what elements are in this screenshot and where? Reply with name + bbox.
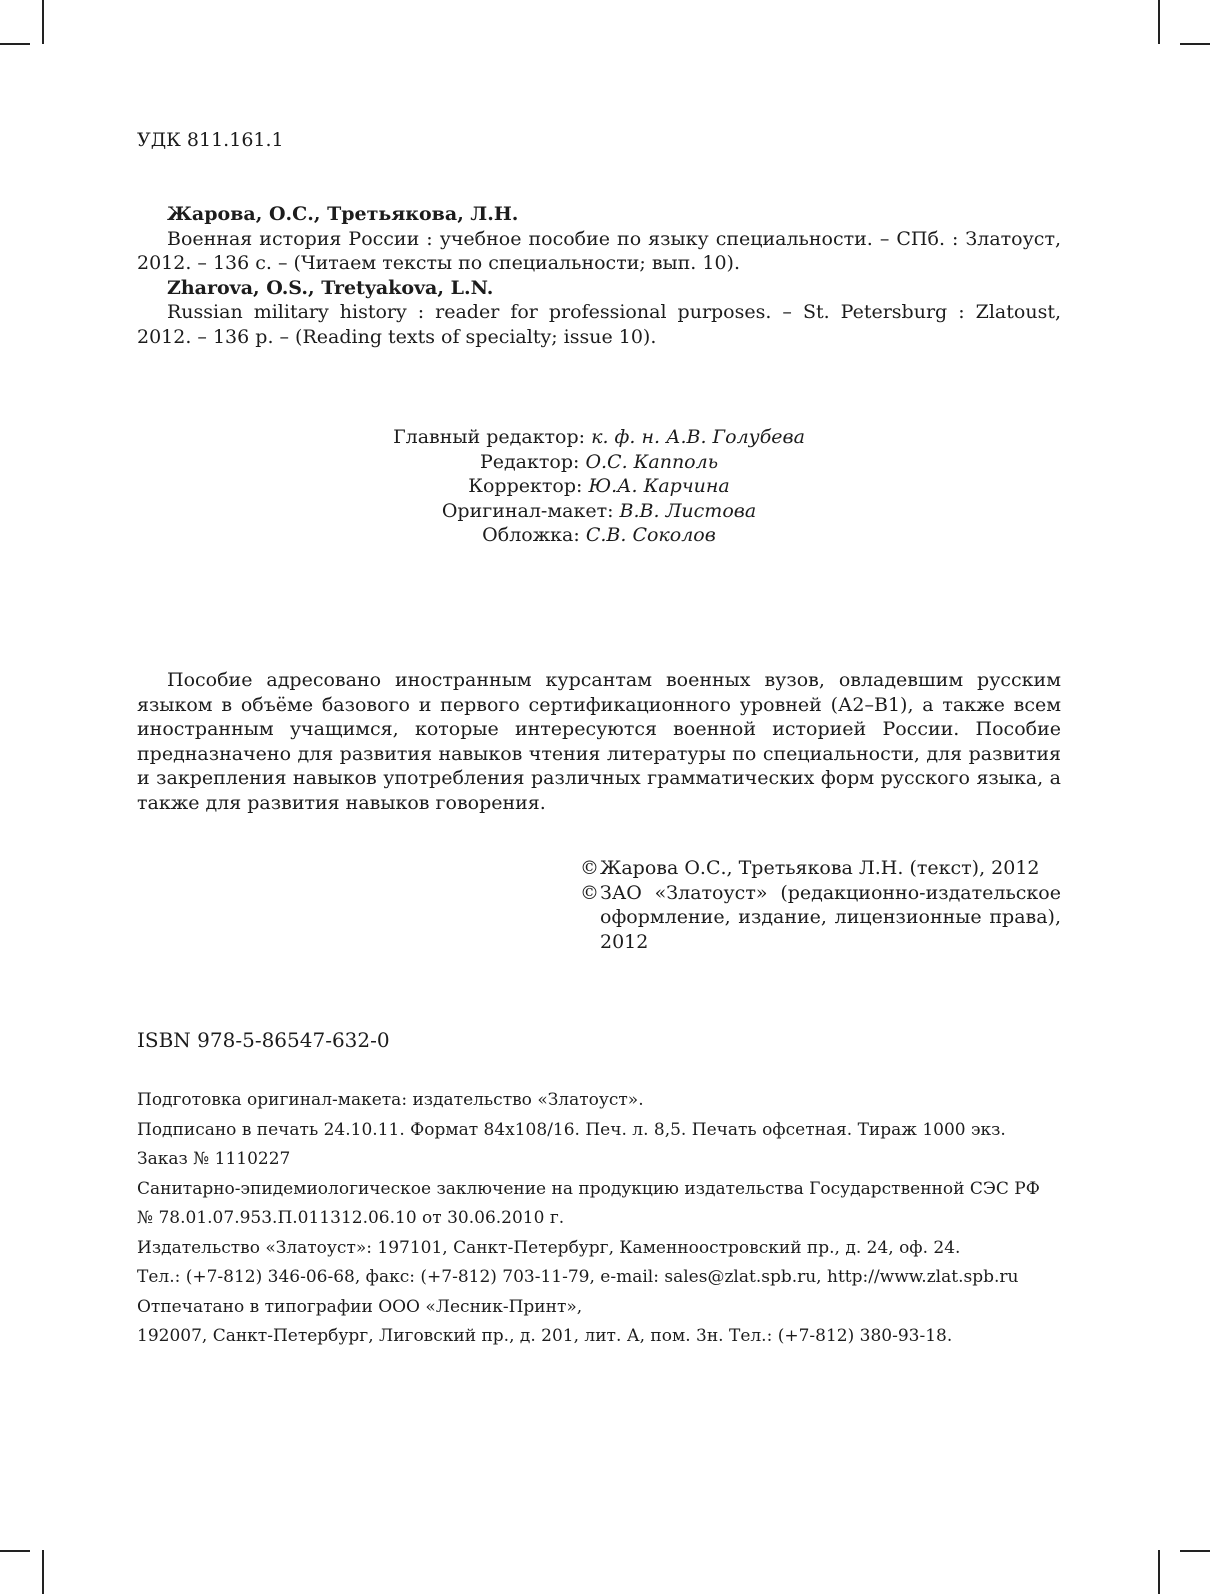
imprint-line: Тел.: (+7-812) 346-06-68, факс: (+7-812) 703-11-79, e-mail: sales@zlat.spb.ru, http://www.zlat.spb.ru	[137, 1267, 1019, 1287]
editor-line: Корректор: Ю.А. Карчина	[468, 475, 730, 497]
isbn: ISBN 978-5-86547-632-0	[137, 1028, 390, 1052]
editor-line: Оригинал-макет: В.В. Листова	[441, 499, 757, 522]
crop-mark-bottom-right-h	[1180, 1550, 1210, 1552]
annotation-paragraph: Пособие адресовано иностранным курсантам военных вузов, овладевшим русским языком в объёме базового и первого сертификационного уровней (А2–В1), а также всем иностранным учащимся, которые интересуются военной историей России. Пособие предназначено для развития навыков чтения литературы по специальности, для развития и закрепления навыков употребления различных грамматических форм русского языка, а также для развития навыков говорения.	[137, 669, 1061, 814]
imprint-line: 192007, Санкт-Петербург, Лиговский пр., д. 201, лит. А, пом. 3н. Тел.: (+7-812) 380-93-18.	[137, 1326, 953, 1346]
crop-mark-top-left-v	[42, 0, 44, 44]
imprint-line: Подписано в печать 24.10.11. Формат 84х108/16. Печ. л. 8,5. Печать офсетная. Тираж 1000 экз.	[137, 1119, 1006, 1140]
editor-line: Главный редактор: к. ф. н. А.В. Голубева	[393, 426, 805, 448]
en-authors: Zharova, O.S., Tretyakova, L.N.	[167, 276, 494, 299]
imprint-block	[137, 1086, 1061, 1352]
crop-mark-top-right-v	[1158, 0, 1160, 44]
crop-mark-bottom-right-v	[1158, 1550, 1160, 1594]
imprint-line: Подготовка оригинал-макета: издательство «Златоуст».	[137, 1090, 644, 1110]
copyright-symbol: ©	[580, 857, 599, 879]
editorial-staff	[137, 425, 1061, 548]
copyright-line: © ЗАО «Златоуст» (редакционно-издательское оформление, издание, лицензионные права), 2012	[580, 881, 1061, 953]
udk-code: УДК 811.161.1	[137, 129, 284, 151]
copyright-block	[580, 856, 1061, 954]
imprint-line: Санитарно-эпидемиологическое заключение на продукцию издательства Государственной СЭС РФ	[137, 1178, 1040, 1199]
crop-mark-bottom-left-h	[0, 1550, 30, 1552]
ru-authors: Жарова, О.С., Третьякова, Л.Н.	[167, 203, 519, 225]
imprint-line: Отпечатано в типографии ООО «Лесник-Принт»,	[137, 1296, 583, 1317]
editor-line: Обложка: С.В. Соколов	[482, 524, 716, 546]
crop-mark-top-right-h	[1180, 43, 1210, 45]
imprint-line: Издательство «Златоуст»: 197101, Санкт-Петербург, Каменноостровский пр., д. 24, оф. 24.	[137, 1237, 961, 1258]
crop-mark-bottom-left-v	[42, 1550, 44, 1594]
bibliographic-record	[137, 202, 1061, 349]
ru-description: Военная история России : учебное пособие по языку специальности. – СПб. : Златоуст, 2012. – 136 с. – (Читаем тексты по специальности; вып. 10).	[137, 227, 1061, 274]
imprint-line: Заказ № 1110227	[137, 1149, 291, 1169]
en-description: Russian military history : reader for professional purposes. – St. Petersburg : Zlatoust, 2012. – 136 p. – (Reading texts of specialty; issue 10).	[137, 301, 1061, 348]
editor-line: Редактор: О.С. Капполь	[479, 450, 719, 473]
imprint-line: № 78.01.07.953.П.011312.06.10 от 30.06.2010 г.	[137, 1208, 565, 1228]
copyright-symbol: ©	[580, 881, 599, 904]
copyright-line: © Жарова О.С., Третьякова Л.Н. (текст), 2012	[580, 857, 1040, 879]
crop-mark-top-left-h	[0, 43, 30, 45]
